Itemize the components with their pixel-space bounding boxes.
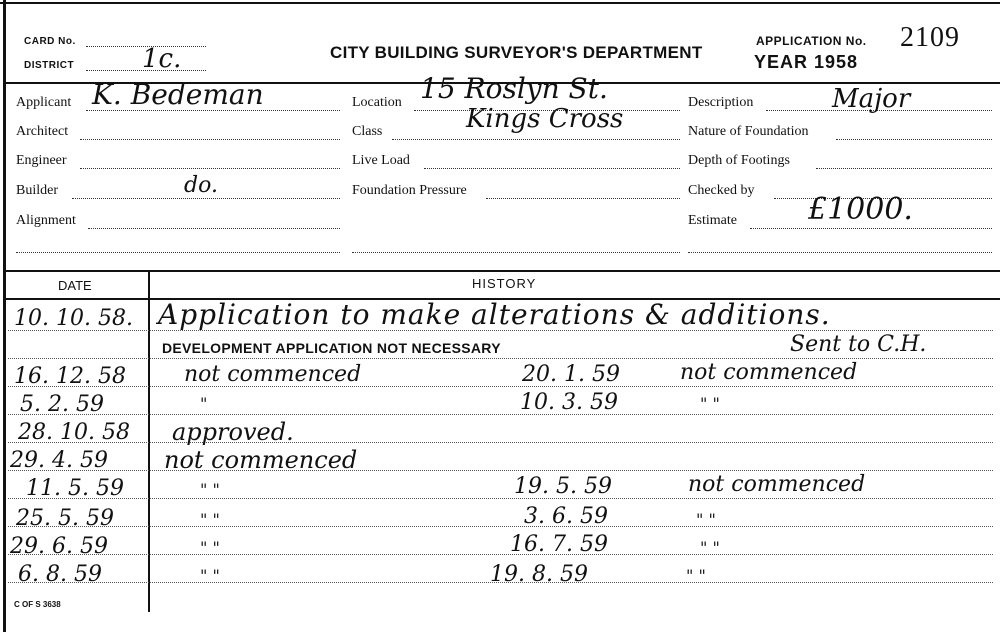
estimate-label: Estimate bbox=[688, 213, 737, 228]
nature-of-foundation-label: Nature of Foundation bbox=[688, 124, 809, 139]
description-value: Major bbox=[832, 84, 911, 114]
description-label: Description bbox=[688, 95, 754, 110]
history-note: Sent to C.H. bbox=[790, 332, 927, 357]
checked-by-label: Checked by bbox=[688, 183, 755, 198]
card-left-edge bbox=[3, 0, 6, 632]
live-load-label: Live Load bbox=[352, 153, 410, 168]
alignment-label: Alignment bbox=[16, 213, 76, 228]
engineer-label: Engineer bbox=[16, 153, 67, 168]
class-label: Class bbox=[352, 124, 383, 139]
history-entry: " " bbox=[200, 538, 220, 557]
history-entry: " " bbox=[200, 480, 220, 499]
builder-value: do. bbox=[184, 173, 218, 198]
class-value: Kings Cross bbox=[466, 104, 624, 134]
history-entry: Application to make alterations & additions. bbox=[158, 298, 831, 331]
history-date: 16. 12. 58 bbox=[14, 364, 126, 389]
history-date: 25. 5. 59 bbox=[16, 506, 114, 531]
history-followup-entry: " " bbox=[686, 566, 706, 585]
district-value: 1c. bbox=[142, 44, 182, 74]
department-title: CITY BUILDING SURVEYOR'S DEPARTMENT bbox=[330, 43, 703, 62]
card-top-edge bbox=[0, 2, 1000, 4]
applicant-label: Applicant bbox=[16, 95, 72, 110]
applicant-value: K. Bedeman bbox=[92, 78, 264, 111]
history-followup-date: 10. 3. 59 bbox=[520, 390, 618, 415]
architect-label: Architect bbox=[16, 124, 69, 139]
year-label: YEAR 1958 bbox=[754, 52, 859, 72]
history-top-divider bbox=[6, 270, 1000, 272]
history-date: 29. 6. 59 bbox=[10, 534, 108, 559]
history-date: 6. 8. 59 bbox=[18, 562, 102, 587]
history-followup-date: 20. 1. 59 bbox=[522, 362, 620, 387]
location-value: 15 Roslyn St. bbox=[420, 72, 608, 105]
application-no-label: APPLICATION No. bbox=[756, 34, 867, 48]
history-date: 29. 4. 59 bbox=[10, 448, 108, 473]
date-column-header: DATE bbox=[58, 278, 92, 293]
location-label: Location bbox=[352, 95, 402, 110]
history-followup-entry: not commenced bbox=[688, 472, 866, 497]
card-no-label: CARD No. bbox=[24, 36, 76, 47]
history-date: 10. 10. 58. bbox=[14, 306, 133, 331]
estimate-value: £1000. bbox=[808, 192, 913, 227]
history-followup-date: 3. 6. 59 bbox=[524, 504, 608, 529]
history-date: 11. 5. 59 bbox=[26, 476, 124, 501]
depth-of-footings-label: Depth of Footings bbox=[688, 153, 790, 168]
history-followup-entry: " " bbox=[696, 510, 716, 529]
history-followup-entry: " " bbox=[700, 394, 720, 413]
history-entry: not commenced bbox=[164, 446, 358, 474]
history-followup-entry: not commenced bbox=[680, 360, 858, 385]
form-code: C OF S 3638 bbox=[14, 600, 61, 609]
builder-label: Builder bbox=[16, 183, 58, 198]
application-number: 2109 bbox=[900, 22, 960, 53]
history-followup-entry: " " bbox=[700, 538, 720, 557]
history-column-header: HISTORY bbox=[472, 276, 537, 291]
history-date: 5. 2. 59 bbox=[20, 392, 104, 417]
history-entry: " " bbox=[200, 510, 220, 529]
development-stamp: DEVELOPMENT APPLICATION NOT NECESSARY bbox=[162, 340, 501, 356]
district-label: DISTRICT bbox=[24, 60, 75, 71]
history-entry: " " bbox=[200, 566, 220, 585]
history-entry: " bbox=[200, 394, 208, 413]
history-entry: approved. bbox=[172, 418, 294, 446]
history-entry: not commenced bbox=[184, 362, 362, 387]
history-followup-date: 19. 5. 59 bbox=[514, 474, 612, 499]
history-followup-date: 16. 7. 59 bbox=[510, 532, 608, 557]
history-followup-date: 19. 8. 59 bbox=[490, 562, 588, 587]
history-date: 28. 10. 58 bbox=[18, 420, 130, 445]
foundation-pressure-label: Foundation Pressure bbox=[352, 183, 467, 198]
